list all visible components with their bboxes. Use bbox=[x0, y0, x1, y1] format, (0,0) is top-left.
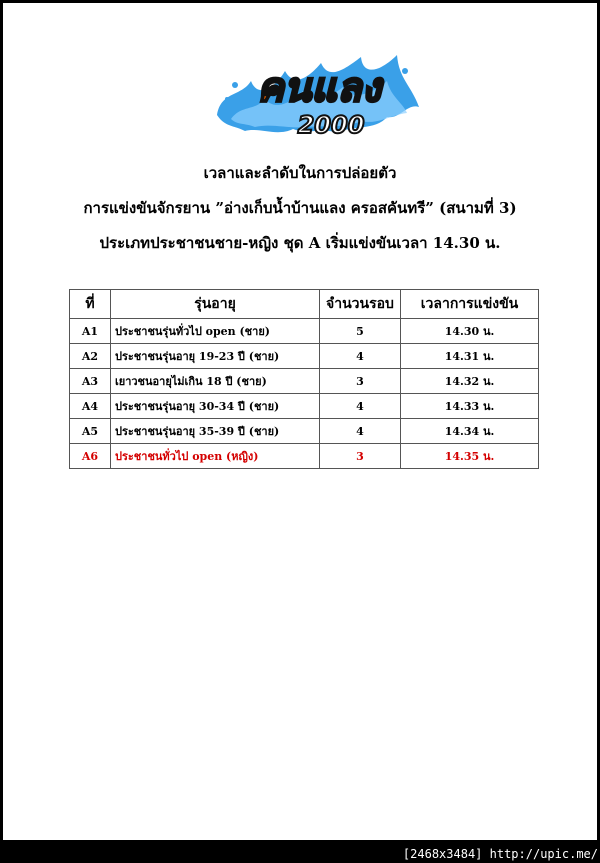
table-header-row bbox=[70, 290, 539, 319]
cell-age-group: ประชาชนรุ่นอายุ 35-39 ปี (ชาย) bbox=[111, 419, 320, 444]
table-row bbox=[70, 369, 539, 394]
heading-schedule-title: เวลาและลำดับในการปล่อยตัว bbox=[203, 164, 397, 182]
cell-no: A1 bbox=[70, 319, 111, 344]
cell-age-group: ประชาชนรุ่นอายุ 19-23 ปี (ชาย) bbox=[111, 344, 320, 369]
table-row bbox=[70, 419, 539, 444]
cell-no: A5 bbox=[70, 419, 111, 444]
cell-rounds: 4 bbox=[320, 419, 401, 444]
cell-age-group: เยาวชนอายุไม่เกิน 18 ปี (ชาย) bbox=[111, 369, 320, 394]
cell-rounds: 3 bbox=[320, 369, 401, 394]
document-page bbox=[3, 3, 597, 840]
cell-age-group: ประชาชนทั่วไป open (หญิง) bbox=[111, 444, 320, 469]
table-row-highlighted bbox=[70, 444, 539, 469]
cell-age-group: ประชาชนรุ่นอายุ 30-34 ปี (ชาย) bbox=[111, 394, 320, 419]
logo-year: 2000 bbox=[297, 111, 365, 139]
table-row bbox=[70, 344, 539, 369]
cell-time: 14.33 น. bbox=[401, 394, 539, 419]
col-header-no: ที่ bbox=[70, 290, 111, 319]
start-schedule-table bbox=[69, 289, 539, 469]
cell-rounds: 3 bbox=[320, 444, 401, 469]
cell-no: A6 bbox=[70, 444, 111, 469]
heading-category-start: ประเภทประชาชนชาย-หญิง ชุด A เริ่มแข่งขันเวลา 14.30 น. bbox=[99, 234, 501, 252]
col-header-time: เวลาการแข่งขัน bbox=[401, 290, 539, 319]
cell-no: A2 bbox=[70, 344, 111, 369]
image-size-watermark: [2468x3484] http://upic.me/ bbox=[402, 847, 598, 861]
col-header-rounds: จำนวนรอบ bbox=[320, 290, 401, 319]
cell-time: 14.35 น. bbox=[401, 444, 539, 469]
konlaeng-2000-logo bbox=[211, 41, 423, 145]
logo-wordmark: คนแลง bbox=[257, 65, 381, 111]
cell-time: 14.32 น. bbox=[401, 369, 539, 394]
col-header-age-group: รุ่นอายุ bbox=[111, 290, 320, 319]
heading-event-name: การแข่งขันจักรยาน ”อ่างเก็บน้ำบ้านแลง ครอสคันทรี” (สนามที่ 3) bbox=[83, 199, 517, 217]
table-row bbox=[70, 319, 539, 344]
cell-time: 14.34 น. bbox=[401, 419, 539, 444]
cell-rounds: 5 bbox=[320, 319, 401, 344]
cell-no: A3 bbox=[70, 369, 111, 394]
cell-no: A4 bbox=[70, 394, 111, 419]
cell-rounds: 4 bbox=[320, 394, 401, 419]
cell-age-group: ประชาชนรุ่นทั่วไป open (ชาย) bbox=[111, 319, 320, 344]
table-row bbox=[70, 394, 539, 419]
cell-rounds: 4 bbox=[320, 344, 401, 369]
cell-time: 14.30 น. bbox=[401, 319, 539, 344]
cell-time: 14.31 น. bbox=[401, 344, 539, 369]
